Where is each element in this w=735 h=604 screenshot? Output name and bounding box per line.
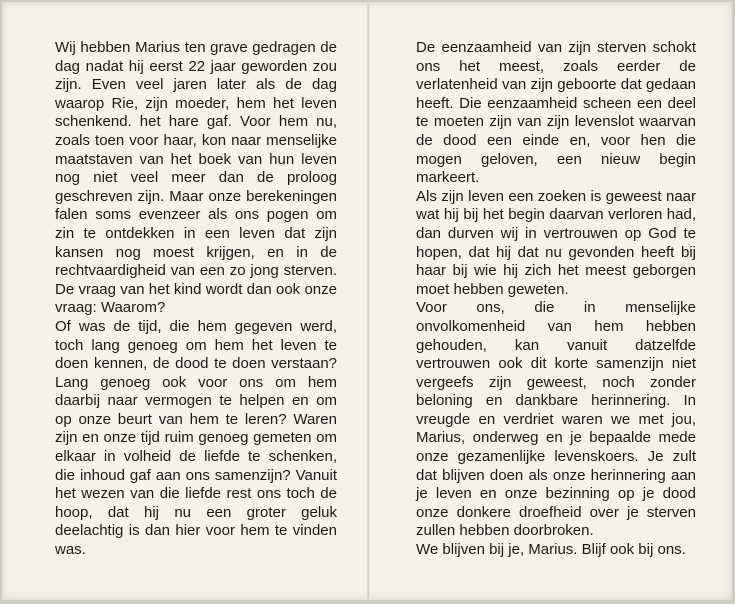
memorial-card bbox=[2, 2, 732, 600]
right-paragraph-1: De eenzaamheid van zijn sterven schokt ons het meest, zoals eerder de verlatenheid van zijn geboorte dat gedaan heeft. Die eenzaamheid scheen een deel te moeten zijn van zijn levenslot waarvan de dood een einde en, voor hen die mogen geloven, een nieuw begin markeert. bbox=[416, 39, 696, 187]
left-paragraph-1: Wij hebben Marius ten grave gedragen de dag nadat hij eerst 22 jaar geworden zou zijn. Even veel jaren later als de dag waarop Rie, zijn moeder, hem het leven schenkend. het hare gaf. Voor hem nu, zoals toen voor haar, kon naar menselijke maatstaven van het boek van hun leven nog niet veel meer dan de proloog geschreven zijn. Maar onze berekeningen falen soms evenzeer als ons pogen om zin te ontdekken in een leven dat zijn kansen nog moest krijgen, en in de rechtvaardigheid van een zo jong sterven. De vraag van het kind wordt dan ook onze vraag: Waarom? bbox=[55, 39, 337, 317]
right-paragraph-3: Voor ons, die in menselijke onvolkomenheid van hem hebben gehouden, kan vanuit datzelfde vertrouwen ook dit korte samenzijn niet vergeefs zijn geweest, noch zonder beloning en dankbare herinnering. In vreugde en verdriet waren we met jou, Marius, onderweg en je bepaalde mede onze gezamenlijke levenskoers. Je zult dat blijven doen als onze herinnering aan je leven en onze bezinning op je dood onze donkere droefheid over je sterven zullen hebben doorbroken. bbox=[416, 299, 696, 540]
right-paragraph-4: We blijven bij je, Marius. Blijf ook bij ons. bbox=[416, 541, 686, 559]
card-fold bbox=[367, 2, 370, 600]
left-column bbox=[55, 39, 337, 560]
right-paragraph-2: Als zijn leven een zoeken is geweest naar wat hij bij het begin daarvan verloren had, dan durven wij in vertrouwen op God te hopen, dat hij dat nu gevonden heeft bij haar bij wie hij zich het meest geborgen moet hebben geweten. bbox=[416, 187, 696, 298]
right-column bbox=[416, 39, 696, 560]
left-paragraph-2: Of was de tijd, die hem gegeven werd, toch lang genoeg om hem het leven te doen kennen, de dood te doen verstaan? Lang genoeg ook voor ons om hem daarbij naar vermogen te helpen en om op onze beurt van hem te leren? Waren zijn en onze tijd ruim genoeg gemeten om elkaar in volheid de liefde te schenken, die inhoud gaf aan ons samenzijn? Vanuit het wezen van die liefde rest ons toch de hoop, dat hij nu een groter geluk deelachtig is dan hier voor hem te vinden was. bbox=[55, 317, 337, 559]
